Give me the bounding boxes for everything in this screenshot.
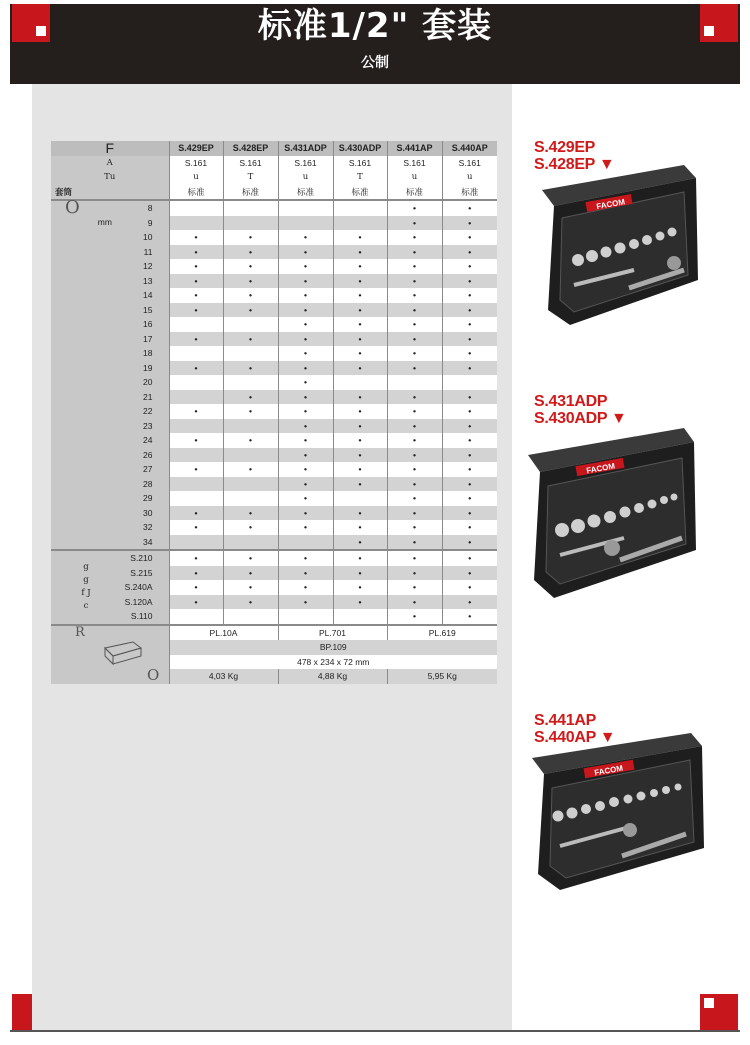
size-mark: • (333, 259, 387, 274)
set-code-header: S.430ADP (333, 141, 387, 156)
size-mark: • (278, 448, 333, 463)
size-mark (169, 317, 223, 332)
size-mark: • (442, 317, 497, 332)
size-mark: • (442, 346, 497, 361)
accessory-row (51, 550, 497, 566)
size-mark: • (442, 259, 497, 274)
size-mark: • (387, 448, 442, 463)
size-mark: • (278, 477, 333, 492)
size-value: 17 (121, 332, 169, 347)
size-mark: • (333, 433, 387, 448)
size-mark (278, 200, 333, 216)
kit-3-code-alt: S.440AP ▼ (534, 729, 616, 746)
size-mark: • (169, 520, 223, 535)
socket-type: 标准 (223, 185, 278, 201)
brand-symbol: F (51, 141, 169, 156)
tool-case-image-3 (526, 728, 706, 893)
size-mark: • (333, 506, 387, 521)
size-mark: • (442, 535, 497, 551)
size-mark: • (333, 303, 387, 318)
size-mark (223, 375, 278, 390)
size-mark: • (387, 419, 442, 434)
packaging-symbol: R (75, 624, 85, 640)
size-mark: • (333, 419, 387, 434)
corner-mark-bottom-right (700, 994, 738, 1032)
size-mark: • (442, 520, 497, 535)
weight-value: 5,95 Kg (387, 669, 497, 684)
accessory-mark: • (442, 566, 497, 581)
size-mark (442, 375, 497, 390)
type-icon: u (278, 170, 333, 185)
size-value: 8 (121, 200, 169, 216)
accessory-mark: • (442, 609, 497, 625)
accessory-mark: • (169, 550, 223, 566)
size-mark (169, 346, 223, 361)
size-mark (169, 216, 223, 231)
size-value: 12 (121, 259, 169, 274)
accessory-mark (169, 609, 223, 625)
accessory-mark: • (333, 550, 387, 566)
size-value: 22 (121, 404, 169, 419)
size-mark: • (169, 259, 223, 274)
size-mark: • (333, 535, 387, 551)
size-mark (387, 375, 442, 390)
size-mark (169, 200, 223, 216)
accessory-mark: • (442, 595, 497, 610)
size-mark: • (387, 404, 442, 419)
size-mark: • (278, 332, 333, 347)
size-mark: • (278, 506, 333, 521)
size-mark (333, 491, 387, 506)
set-code-header: S.428EP (223, 141, 278, 156)
accessory-mark: • (278, 550, 333, 566)
set-code-header: S.441AP (387, 141, 442, 156)
accessory-mark: • (387, 595, 442, 610)
ratchet-code: S.161 (442, 156, 497, 171)
size-mark (223, 216, 278, 231)
size-mark: • (278, 404, 333, 419)
size-value: 34 (121, 535, 169, 551)
size-mark: • (387, 477, 442, 492)
size-mark: • (387, 390, 442, 405)
type-icon: T (333, 170, 387, 185)
size-mark (169, 390, 223, 405)
ratchet-code: S.161 (278, 156, 333, 171)
size-mark: • (223, 303, 278, 318)
type-icon: u (387, 170, 442, 185)
size-value: 23 (121, 419, 169, 434)
size-mark: • (169, 288, 223, 303)
packaging-code: PL.619 (387, 625, 497, 641)
accessory-code: S.210 (121, 550, 169, 566)
size-mark: • (442, 491, 497, 506)
size-mark: • (442, 274, 497, 289)
size-mark (169, 491, 223, 506)
size-mark (223, 477, 278, 492)
size-value: 18 (121, 346, 169, 361)
size-mark: • (333, 245, 387, 260)
kit-3-code: S.441AP (534, 712, 596, 729)
set-code-header: S.429EP (169, 141, 223, 156)
size-mark (169, 535, 223, 551)
size-mark: • (223, 288, 278, 303)
size-mark: • (442, 419, 497, 434)
size-mark (223, 448, 278, 463)
size-mark: • (387, 230, 442, 245)
accessory-code: S.110 (121, 609, 169, 625)
size-mark: • (169, 230, 223, 245)
size-mark: • (223, 245, 278, 260)
size-mark: • (387, 200, 442, 216)
accessory-mark: • (169, 566, 223, 581)
size-mark: • (442, 288, 497, 303)
size-mark: • (333, 361, 387, 376)
size-value: 10 (121, 230, 169, 245)
size-symbol: O (65, 197, 80, 218)
size-mark (223, 535, 278, 551)
size-mark (223, 346, 278, 361)
size-mark (223, 317, 278, 332)
accessory-mark (278, 609, 333, 625)
svg-text:FACOM: FACOM (595, 197, 626, 212)
type-icon: u (169, 170, 223, 185)
size-mark: • (223, 433, 278, 448)
size-mark: • (278, 317, 333, 332)
type-icon: T (223, 170, 278, 185)
size-mark: • (442, 361, 497, 376)
size-mark: • (169, 462, 223, 477)
size-mark: • (442, 245, 497, 260)
size-mark: • (333, 230, 387, 245)
size-mark: • (333, 274, 387, 289)
spec-table (51, 141, 497, 684)
size-mark: • (169, 303, 223, 318)
size-value: 30 (121, 506, 169, 521)
accessory-mark: • (387, 580, 442, 595)
size-mark: • (387, 361, 442, 376)
size-mark (223, 491, 278, 506)
socket-type: 标准 (333, 185, 387, 201)
size-mark: • (278, 230, 333, 245)
size-mark (333, 200, 387, 216)
size-mark: • (169, 433, 223, 448)
size-mark (169, 448, 223, 463)
sockets-row (51, 185, 497, 201)
weight-value: 4,03 Kg (169, 669, 278, 684)
size-mark: • (278, 375, 333, 390)
accessory-mark: • (169, 595, 223, 610)
size-value: 24 (121, 433, 169, 448)
svg-text:FACOM: FACOM (585, 461, 616, 476)
accessory-mark: • (442, 550, 497, 566)
size-value: 21 (121, 390, 169, 405)
type-icon: u (442, 170, 497, 185)
size-value: 20 (121, 375, 169, 390)
size-mark: • (278, 462, 333, 477)
accessory-code: S.240A (121, 580, 169, 595)
accessory-mark: • (387, 550, 442, 566)
size-value: 13 (121, 274, 169, 289)
size-mark: • (169, 506, 223, 521)
size-mark: • (333, 332, 387, 347)
accessory-mark: • (387, 609, 442, 625)
size-mark: • (387, 303, 442, 318)
box-code: BP.109 (169, 640, 497, 655)
accessory-mark: • (278, 580, 333, 595)
size-value: 27 (121, 462, 169, 477)
size-mark: • (223, 390, 278, 405)
type-symbol: Tu (51, 170, 169, 185)
accessory-mark: • (333, 580, 387, 595)
socket-type: 标准 (387, 185, 442, 201)
socket-type: 标准 (442, 185, 497, 201)
ratchet-symbol: A (51, 156, 169, 171)
size-value: 9 (121, 216, 169, 231)
size-mark: • (442, 433, 497, 448)
size-mark: • (278, 390, 333, 405)
kit-1-code-alt: S.428EP ▼ (534, 156, 615, 173)
size-mark: • (387, 346, 442, 361)
svg-text:FACOM: FACOM (593, 763, 624, 778)
accessory-mark: • (442, 580, 497, 595)
size-mark: • (278, 288, 333, 303)
size-mark: • (387, 506, 442, 521)
accessory-mark: • (223, 566, 278, 581)
corner-mark-top-right (700, 4, 738, 42)
size-mark: • (387, 462, 442, 477)
size-row (51, 200, 497, 216)
size-mark: • (333, 520, 387, 535)
packaging-row (51, 625, 497, 641)
weight-value: 4,88 Kg (278, 669, 387, 684)
size-mark: • (223, 520, 278, 535)
accessory-mark: • (333, 595, 387, 610)
size-mark: • (442, 506, 497, 521)
size-mark (169, 419, 223, 434)
size-mark (278, 216, 333, 231)
size-mark: • (223, 506, 278, 521)
accessory-mark: • (333, 566, 387, 581)
kit-1-code: S.429EP (534, 139, 596, 156)
packaging-symbol-cell (51, 625, 169, 684)
size-mark: • (333, 462, 387, 477)
size-mark: • (223, 404, 278, 419)
size-mark: • (223, 462, 278, 477)
size-mark: • (387, 520, 442, 535)
size-mark: • (387, 491, 442, 506)
ratchet-row (51, 156, 497, 171)
size-symbol-cell (51, 197, 121, 550)
size-mark: • (333, 346, 387, 361)
size-mark: • (223, 274, 278, 289)
size-mark: • (169, 245, 223, 260)
size-mark: • (333, 404, 387, 419)
accessory-symbols-text: g g f J c (81, 562, 91, 612)
size-mark: • (278, 491, 333, 506)
unit-label: mm (97, 217, 112, 227)
size-mark: • (387, 288, 442, 303)
accessory-mark: • (223, 595, 278, 610)
size-mark: • (278, 274, 333, 289)
size-value: 32 (121, 520, 169, 535)
size-value: 29 (121, 491, 169, 506)
page-subtitle: 公制 (361, 55, 389, 71)
size-mark: • (442, 390, 497, 405)
ratchet-code: S.161 (333, 156, 387, 171)
case-icon (103, 640, 143, 666)
size-value: 19 (121, 361, 169, 376)
size-mark: • (442, 230, 497, 245)
size-mark (278, 535, 333, 551)
size-mark (223, 200, 278, 216)
size-mark: • (442, 404, 497, 419)
packaging-code: PL.10A (169, 625, 278, 641)
size-mark: • (223, 361, 278, 376)
size-mark: • (333, 477, 387, 492)
size-mark: • (278, 303, 333, 318)
ratchet-code: S.161 (169, 156, 223, 171)
size-mark: • (278, 419, 333, 434)
size-mark: • (169, 404, 223, 419)
size-mark: • (442, 448, 497, 463)
type-row (51, 170, 497, 185)
set-code-header: S.431ADP (278, 141, 333, 156)
size-mark: • (387, 317, 442, 332)
size-mark: • (387, 216, 442, 231)
accessory-mark: • (223, 550, 278, 566)
size-value: 11 (121, 245, 169, 260)
size-mark: • (387, 259, 442, 274)
size-mark: • (442, 462, 497, 477)
size-mark: • (442, 303, 497, 318)
size-mark: • (278, 346, 333, 361)
accessory-mark: • (278, 566, 333, 581)
ratchet-code: S.161 (387, 156, 442, 171)
size-value: 14 (121, 288, 169, 303)
size-mark (333, 375, 387, 390)
size-mark: • (223, 332, 278, 347)
size-mark: • (387, 433, 442, 448)
socket-type: 标准 (278, 185, 333, 201)
size-mark: • (333, 288, 387, 303)
accessory-mark: • (223, 580, 278, 595)
size-mark: • (278, 433, 333, 448)
size-mark: • (278, 520, 333, 535)
size-mark: • (169, 332, 223, 347)
size-mark: • (223, 230, 278, 245)
size-mark: • (333, 448, 387, 463)
ratchet-code: S.161 (223, 156, 278, 171)
accessory-mark (333, 609, 387, 625)
size-mark: • (442, 216, 497, 231)
set-code-header: S.440AP (442, 141, 497, 156)
size-value: 28 (121, 477, 169, 492)
size-mark: • (387, 535, 442, 551)
tool-case-image-2 (524, 420, 699, 600)
size-mark: • (278, 259, 333, 274)
size-mark (169, 477, 223, 492)
accessory-code: S.215 (121, 566, 169, 581)
weight-symbol: O (147, 665, 160, 684)
size-mark: • (387, 274, 442, 289)
kit-2-code: S.431ADP (534, 393, 608, 410)
size-mark: • (442, 200, 497, 216)
size-value: 15 (121, 303, 169, 318)
sockets-label: 套筒 (51, 185, 169, 201)
accessory-symbols (51, 550, 121, 625)
accessory-mark: • (169, 580, 223, 595)
accessory-mark: • (278, 595, 333, 610)
size-mark: • (278, 361, 333, 376)
size-mark: • (333, 317, 387, 332)
size-mark: • (387, 245, 442, 260)
kit-2-code-alt: S.430ADP ▼ (534, 410, 627, 427)
accessory-mark (223, 609, 278, 625)
size-mark: • (442, 477, 497, 492)
size-mark: • (387, 332, 442, 347)
size-value: 26 (121, 448, 169, 463)
tool-case-image-1 (534, 160, 704, 330)
accessory-mark: • (387, 566, 442, 581)
accessory-code: S.120A (121, 595, 169, 610)
size-mark: • (278, 245, 333, 260)
page-title: 标准1/2" 套装 (257, 6, 493, 46)
bottom-divider (10, 1030, 740, 1032)
size-mark (223, 419, 278, 434)
size-mark: • (333, 390, 387, 405)
size-mark: • (442, 332, 497, 347)
size-mark (169, 375, 223, 390)
size-mark: • (223, 259, 278, 274)
dimensions: 478 x 234 x 72 mm (169, 655, 497, 670)
corner-mark-top-left (12, 4, 50, 42)
size-value: 16 (121, 317, 169, 332)
table-header-row (51, 141, 497, 156)
size-mark (333, 216, 387, 231)
packaging-code: PL.701 (278, 625, 387, 641)
socket-type: 标准 (169, 185, 223, 201)
size-mark: • (169, 274, 223, 289)
size-mark: • (169, 361, 223, 376)
